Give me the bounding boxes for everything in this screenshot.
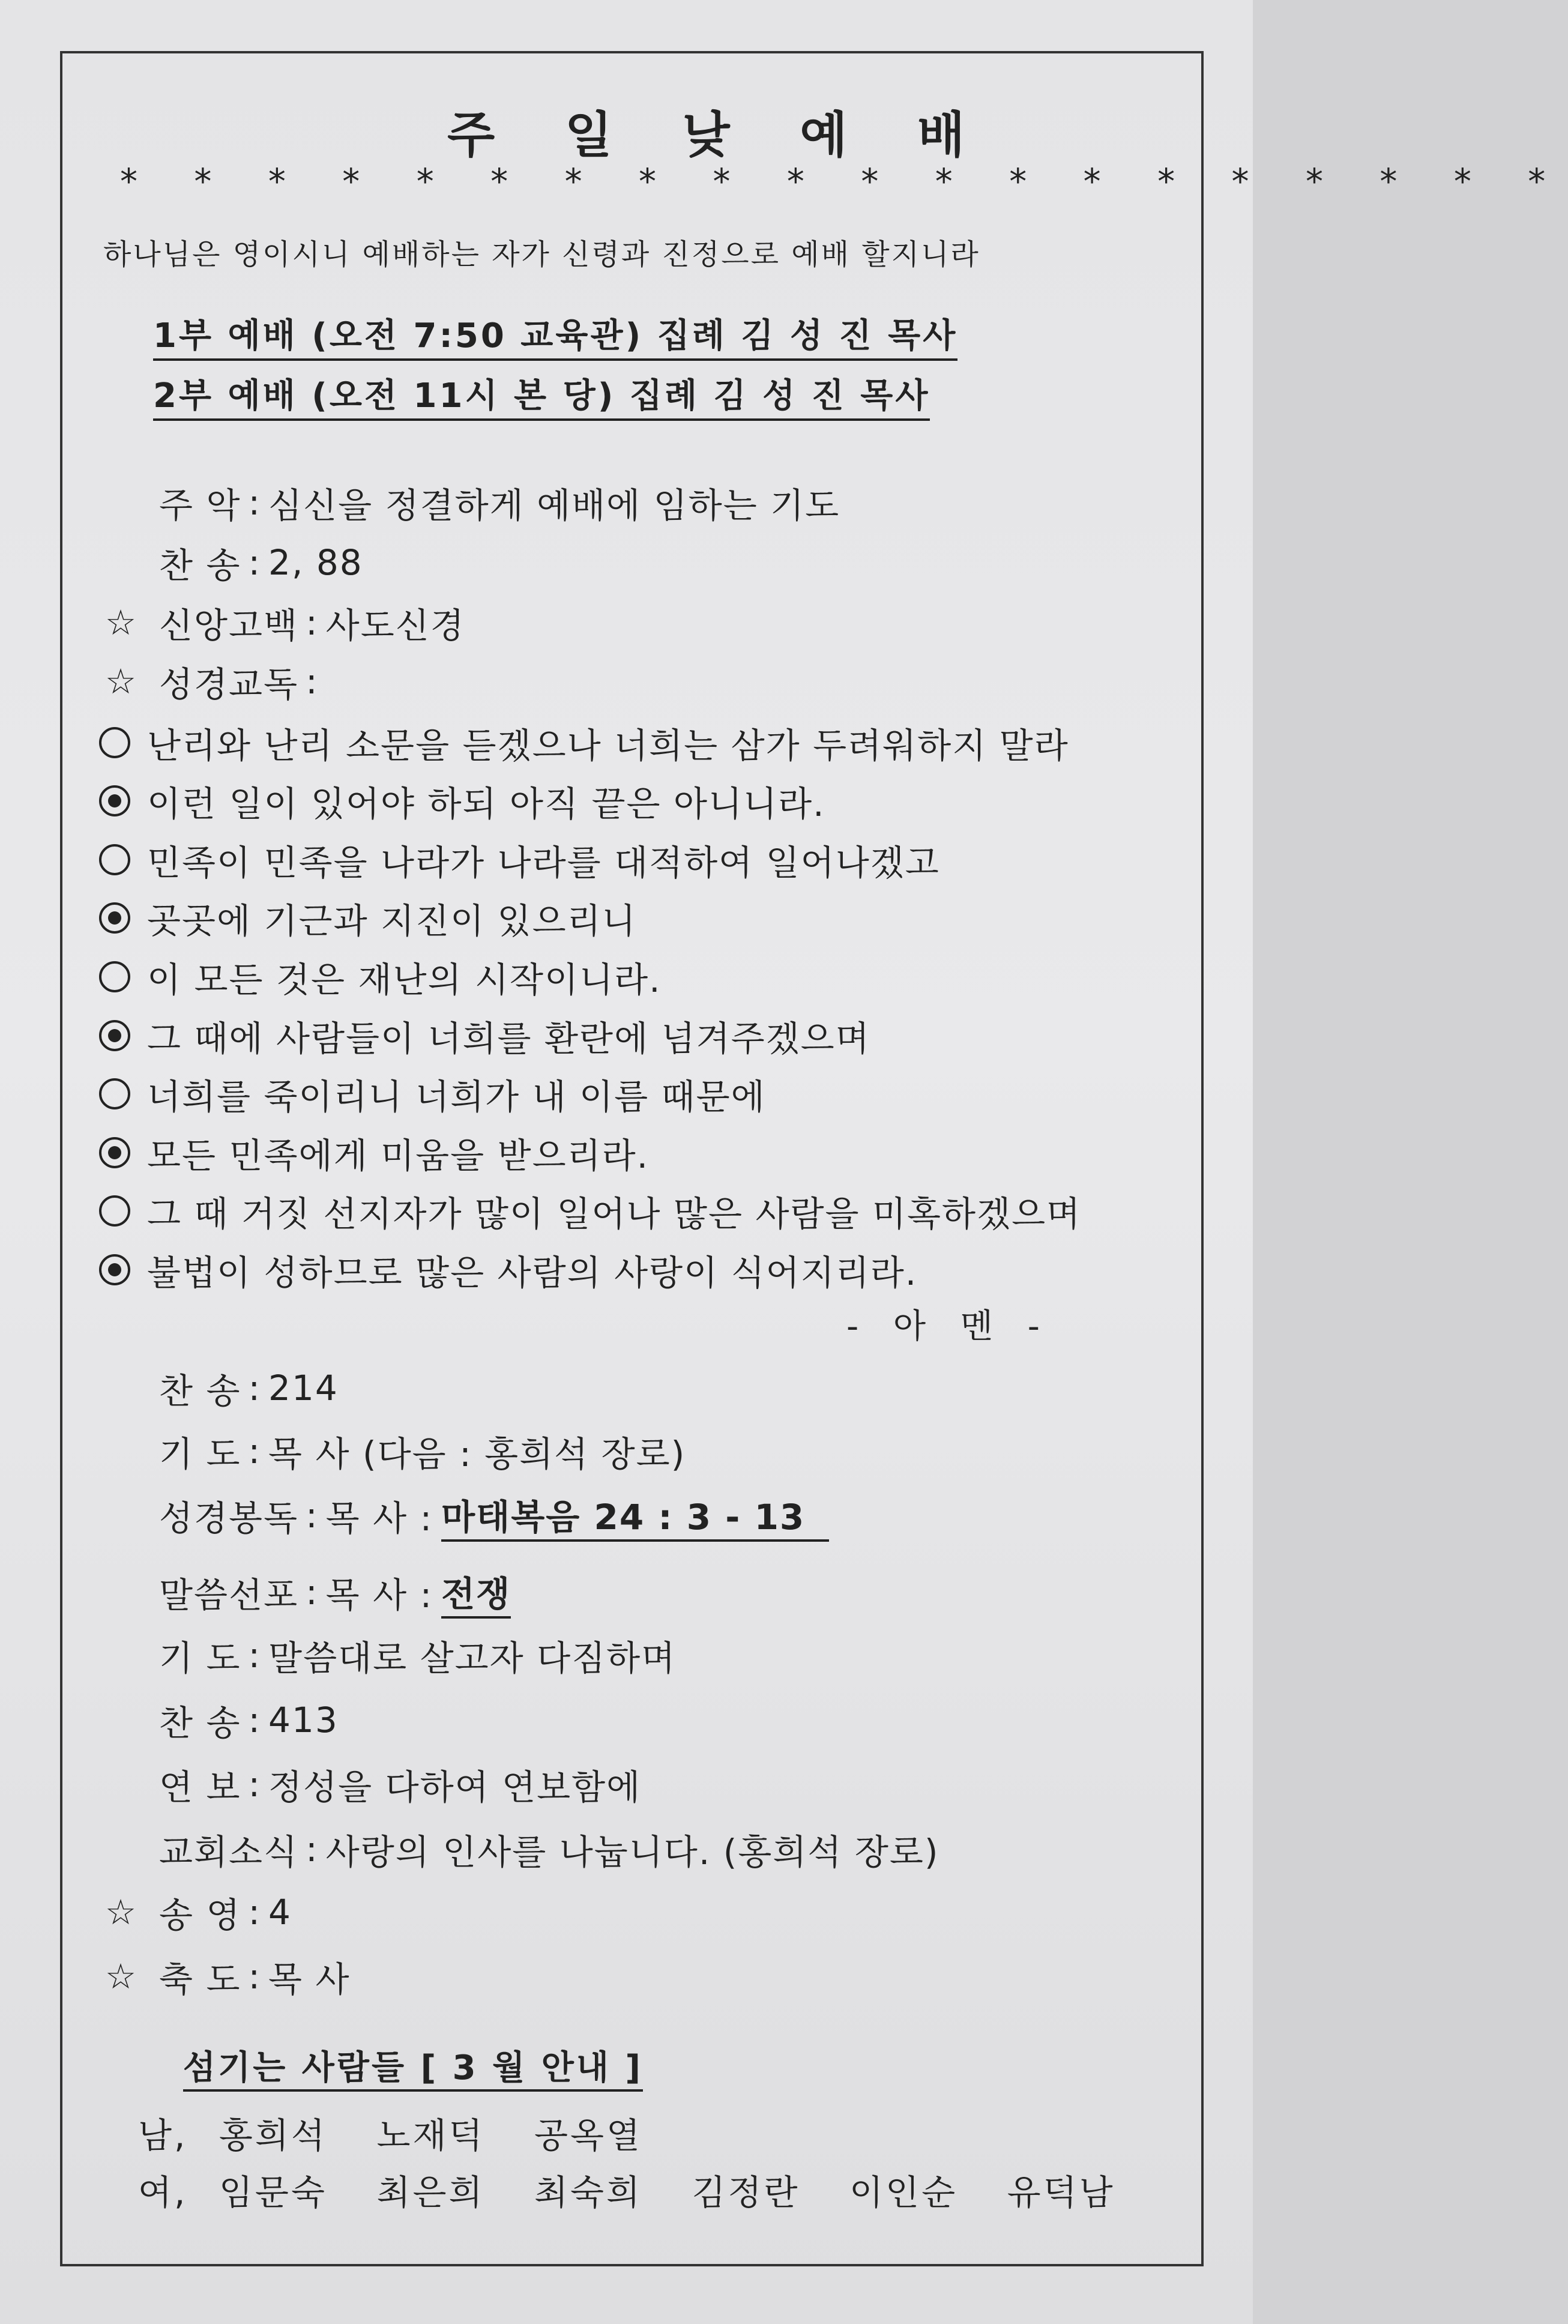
leader-circle-icon xyxy=(99,1195,130,1227)
leader-circle-icon xyxy=(99,727,130,758)
leader-circle-icon xyxy=(99,961,130,992)
servers-heading: 섬기는 사람들 [ 3 월 안내 ] xyxy=(183,2041,643,2092)
reading-line: 이 모든 것은 재난의 시작이니라. xyxy=(99,952,662,1002)
order-label: 찬 송 xyxy=(159,545,241,586)
reading-line: 너희를 죽이리니 너희가 내 이름 때문에 xyxy=(99,1069,766,1119)
order-hymn-3: 찬 송 : 413 xyxy=(159,1700,339,1743)
page-title: 주 일 낮 예 배 xyxy=(447,107,992,164)
order-church-news: 교회소식 : 사랑의 인사를 나눕니다. (홍희석 장로) xyxy=(159,1829,939,1873)
order-prayer-1: 기 도 : 목 사 (다음 : 홍희석 장로) xyxy=(159,1431,686,1474)
order-doxology: ☆ 송 영 : 4 xyxy=(105,1892,292,1936)
leader-circle-icon xyxy=(99,844,130,875)
reading-line: 이런 일이 있어야 하되 아직 끝은 아니니라. xyxy=(99,776,825,826)
star-icon: ☆ xyxy=(105,1956,137,1997)
congregation-circle-icon xyxy=(99,1137,130,1168)
star-icon: ☆ xyxy=(105,661,137,702)
congregation-circle-icon xyxy=(99,785,130,816)
sermon-title: 전쟁 xyxy=(441,1566,511,1619)
order-label: 신앙고백 xyxy=(159,605,299,646)
reading-line: 민족이 민족을 나라가 나라를 대적하여 일어나겠고 xyxy=(99,835,940,885)
order-hymn-1: 찬 송 : 2, 88 xyxy=(105,537,363,588)
servers-women: 여, 임문숙 최은희 최숙희 김정란 이인순 유덕남 xyxy=(138,2172,1115,2213)
order-hymn-2: 찬 송 : 214 xyxy=(159,1368,339,1411)
leader-circle-icon xyxy=(99,1078,130,1109)
order-value: 사도신경 xyxy=(325,605,465,646)
order-scripture: 성경봉독 : 목 사 : 마태복음 24 : 3 - 13 xyxy=(105,1489,829,1542)
reading-line: 곳곳에 기근과 지진이 있으리니 xyxy=(99,893,637,943)
order-label: 성경교독 xyxy=(159,664,299,705)
congregation-circle-icon xyxy=(99,1020,130,1051)
order-label: 주 악 xyxy=(159,485,241,526)
order-sermon: 말씀선포 : 목 사 : 전쟁 xyxy=(105,1566,511,1619)
scripture-reference: 마태복음 24 : 3 - 13 xyxy=(441,1489,829,1542)
order-benediction: ☆ 축 도 : 목 사 xyxy=(105,1956,351,2000)
amen-text: - 아 멘 - xyxy=(846,1307,1052,1346)
reading-line: 그 때 거짓 선지자가 많이 일어나 많은 사람을 미혹하겠으며 xyxy=(99,1186,1081,1236)
reading-line: 불법이 성하므로 많은 사람의 사랑이 식어지리라. xyxy=(99,1245,917,1295)
reading-line: 모든 민족에게 미움을 받으리라. xyxy=(99,1127,649,1178)
order-value: 2, 88 xyxy=(268,542,363,583)
star-divider: * * * * * * * * * * * * * * * * * * * * xyxy=(120,161,1568,202)
reading-line: 난리와 난리 소문을 듣겠으나 너희는 삼가 두려워하지 말라 xyxy=(99,717,1069,768)
congregation-circle-icon xyxy=(99,902,130,934)
order-creed: ☆ 신앙고백 : 사도신경 xyxy=(105,597,465,648)
service-second: 2부 예배 (오전 11시 본 당) 집례 김 성 진 목사 xyxy=(153,369,930,421)
star-icon: ☆ xyxy=(105,602,137,643)
reading-line: 그 때에 사람들이 너희를 환란에 넘겨주겠으며 xyxy=(99,1010,870,1061)
service-first: 1부 예배 (오전 7:50 교육관) 집례 김 성 진 목사 xyxy=(153,309,957,361)
order-value: 심신을 정결하게 예배에 임하는 기도 xyxy=(268,485,840,526)
order-prelude: 주 악 : 심신을 정결하게 예배에 임하는 기도 xyxy=(105,477,840,528)
order-prayer-2: 기 도 : 말씀대로 살고자 다짐하며 xyxy=(159,1635,677,1679)
order-reading: ☆ 성경교독 : xyxy=(105,656,326,707)
scripture-verse: 하나님은 영이시니 예배하는 자가 신령과 진정으로 예배 할지니라 xyxy=(103,238,980,271)
congregation-circle-icon xyxy=(99,1254,130,1285)
star-icon: ☆ xyxy=(105,1892,137,1933)
order-offering: 연 보 : 정성을 다하여 연보함에 xyxy=(159,1764,642,1808)
servers-men: 남, 홍희석 노재덕 공옥열 xyxy=(138,2115,643,2156)
